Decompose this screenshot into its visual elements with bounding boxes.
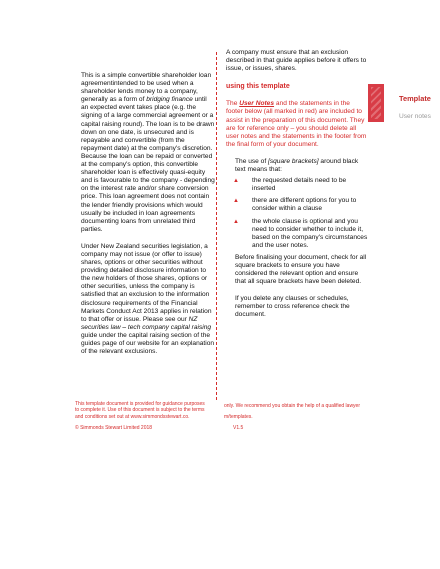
brackets-intro: The use of [square brackets] around black text means that: bbox=[235, 157, 359, 174]
securities-paragraph: Under New Zealand securities legislation, a company may not issue (or offer to issue) shares, options or other securities without providing detailed disclosure information to the new holders of those shares, options or other securities, unless the company is satisfied that an exclusion to the information disclosure requirements of the Financial Markets Conduct Act 2013 applies in relation to that offer or issue. Please see our NZ securities law – tech company capital raising guide under the capital raising section of the guides page of our website for an explanation of the relevant exclusions. bbox=[81, 242, 215, 356]
exclusion-paragraph: A company must ensure that an exclusion described in that guide applies before it offers to issue, or issues, shares. bbox=[226, 49, 367, 73]
intro-paragraph: This is a simple convertible shareholder loan agreementintended to be used when a shareholder lends money to a company, generally as a form of bridging finance until an expected event takes place (e.g. the signing of a large commercial agreement or a capital raising round). The loan is to be drawn down on one date, is unsecured and is repayable and convertible (from the repayment date) at the company's discretion. Because the loan can be repaid or converted at the company's option, this convertible shareholder loan is effectively quasi-equity and is favourable to the company - depending on the interest rate and/or share conversion price. This loan agreement does not contain the lender friendly provisions which would usually be included in loan agreements documenting loans from unrelated third parties. bbox=[81, 72, 215, 233]
red-triangle-icon: ▲ bbox=[233, 198, 239, 205]
right-column bbox=[226, 49, 368, 320]
list-item: ▲ the requested details need to be inserted bbox=[233, 177, 347, 193]
red-triangle-icon: ▲ bbox=[233, 178, 239, 185]
list-item: ▲ there are different options for you to consider within a clause bbox=[233, 197, 357, 213]
footer-disclaimer-left: This template document is provided for guidance purposes to complete it. Use of this document is subject to the terms and conditions set out at www.simmondsstewart.co. bbox=[75, 401, 205, 420]
finalising-paragraph: Before finalising your document, check for all square brackets to ensure you have considered the relevant option and ensure that all square brackets have been deleted. bbox=[235, 253, 367, 286]
column-divider bbox=[216, 52, 217, 400]
tab-subtitle: User notes bbox=[399, 113, 431, 120]
bridging-finance-text: bridging finance bbox=[146, 96, 193, 104]
user-notes-paragraph: The User Notes and the statements in the footer below (all marked in red) are included to assist in the preparation of this document. They are for reference only – you should delete all user notes and the statements in the footer from the final form of your document. bbox=[226, 100, 367, 148]
guide-title: NZ securities law – tech company capital raising bbox=[81, 315, 212, 331]
template-tab-marker bbox=[368, 84, 384, 122]
delete-paragraph: If you delete any clauses or schedules, remember to cross reference check the document. bbox=[235, 295, 350, 319]
copyright-text: © Simmonds Stewart Limited 2018 bbox=[75, 425, 153, 431]
tab-title: Template bbox=[399, 94, 431, 103]
footer-disclaimer-right: only. We recommend you obtain the help of a qualified lawyer m/templates. bbox=[224, 403, 361, 421]
red-triangle-icon: ▲ bbox=[233, 218, 239, 225]
left-column bbox=[81, 72, 215, 365]
bullet-list bbox=[226, 177, 368, 250]
list-item: ▲ the whole clause is optional and you need to consider whether to include it, based on the company's circumstances and the user notes. bbox=[233, 217, 368, 249]
version-label: V1.5 bbox=[233, 425, 244, 431]
user-notes-reference: User Notes bbox=[239, 100, 275, 108]
section-heading: using this template bbox=[226, 83, 290, 91]
